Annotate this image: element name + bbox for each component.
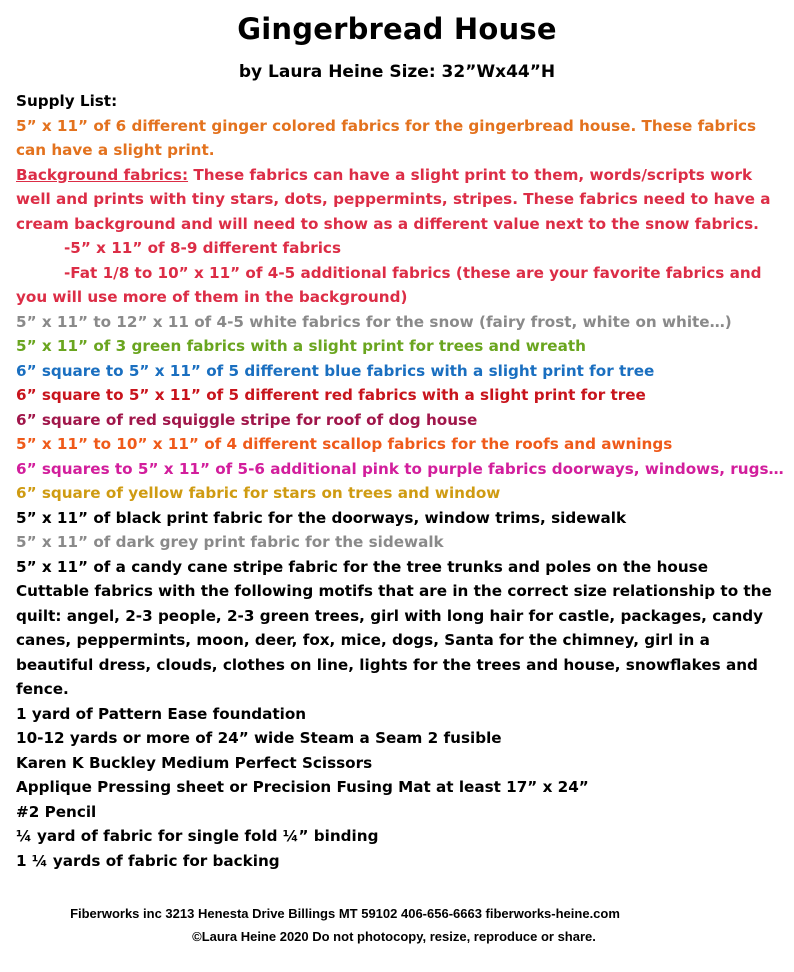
supply-heading: Supply List: <box>16 92 118 110</box>
item-fusible: 10-12 yards or more of 24” wide Steam a Seam 2 fusible <box>16 729 502 747</box>
item-red-fabrics: 6” square to 5” x 11” of 5 different red fabrics with a slight print for tree <box>16 386 646 404</box>
item-yellow-fabric: 6” square of yellow fabric for stars on trees and window <box>16 484 501 502</box>
background-description: These fabrics can have a slight print to them, words/scripts work well and prints with tiny stars, dots, peppermints, stripes. These fabrics need to have a cream background and will need to show as a different value next to the snow fabrics. <box>16 165 771 233</box>
item-squiggle-stripe: 6” square of red squiggle stripe for roof of dog house <box>16 410 478 429</box>
footer-copyright: ©Laura Heine 2020 Do not photocopy, resize, reproduce or share. <box>192 929 596 944</box>
supply-list <box>16 89 786 873</box>
footer-address: Fiberworks inc 3213 Henesta Drive Billings MT 59102 406-656-6663 fiberworks-heine.com <box>70 906 620 921</box>
item-ginger-fabrics: 5” x 11” of 6 different ginger colored fabrics for the gingerbread house. These fabrics can have a slight print. <box>16 116 757 159</box>
item-snow-fabrics: 5” x 11” to 12” x 11 of 4-5 white fabrics for the snow (fairy frost, white on white…) <box>16 312 732 331</box>
item-green-fabrics: 5” x 11” of 3 green fabrics with a slight print for trees and wreath <box>16 337 586 355</box>
item-blue-fabrics: 6” square to 5” x 11” of 5 different blue fabrics with a slight print for tree <box>16 361 655 380</box>
item-scallop-fabrics: 5” x 11” to 10” x 11” of 4 different scallop fabrics for the roofs and awnings <box>16 435 673 453</box>
item-candy-cane-stripe: 5” x 11” of a candy cane stripe fabric for the tree trunks and poles on the house <box>16 557 709 576</box>
page-title: Gingerbread House <box>237 12 557 46</box>
item-pencil: #2 Pencil <box>16 802 97 821</box>
item-pressing-sheet: Applique Pressing sheet or Precision Fusing Mat at least 17” x 24” <box>16 778 589 796</box>
item-pink-fabrics: 6” squares to 5” x 11” of 5-6 additional pink to purple fabrics doorways, windows, rugs… <box>16 459 784 478</box>
background-subitem <box>16 261 786 310</box>
item-dark-grey-print: 5” x 11” of dark grey print fabric for the sidewalk <box>16 533 444 551</box>
item-scissors: Karen K Buckley Medium Perfect Scissors <box>16 753 373 772</box>
byline: by Laura Heine Size: 32”Wx44”H <box>238 62 556 82</box>
item-black-print: 5” x 11” of black print fabric for the doorways, window trims, sidewalk <box>16 508 627 527</box>
background-subitem: -5” x 11” of 8-9 different fabrics <box>64 239 341 257</box>
item-backing: 1 ¼ yards of fabric for backing <box>16 851 280 870</box>
item-binding: ¼ yard of fabric for single fold ¼” binding <box>16 827 379 845</box>
item-background-fabrics <box>16 163 786 237</box>
item-foundation: 1 yard of Pattern Ease foundation <box>16 704 307 723</box>
background-label: Background fabrics: <box>16 165 189 184</box>
background-subitem-text: -Fat 1/8 to 10” x 11” of 4-5 additional fabrics (these are your favorite fabrics and you will use more of them in the background) <box>16 263 762 306</box>
item-cuttable-motifs: Cuttable fabrics with the following motifs that are in the correct size relationship to the quilt: angel, 2-3 people, 2-3 green trees, girl with long hair for castle, packages, candy canes, peppermints, moon, deer, fox, mice, dogs, Santa for the chimney, girl in a beautiful dress, clouds, clothes on line, lights for the trees and house, snowflakes and fence. <box>16 582 772 698</box>
